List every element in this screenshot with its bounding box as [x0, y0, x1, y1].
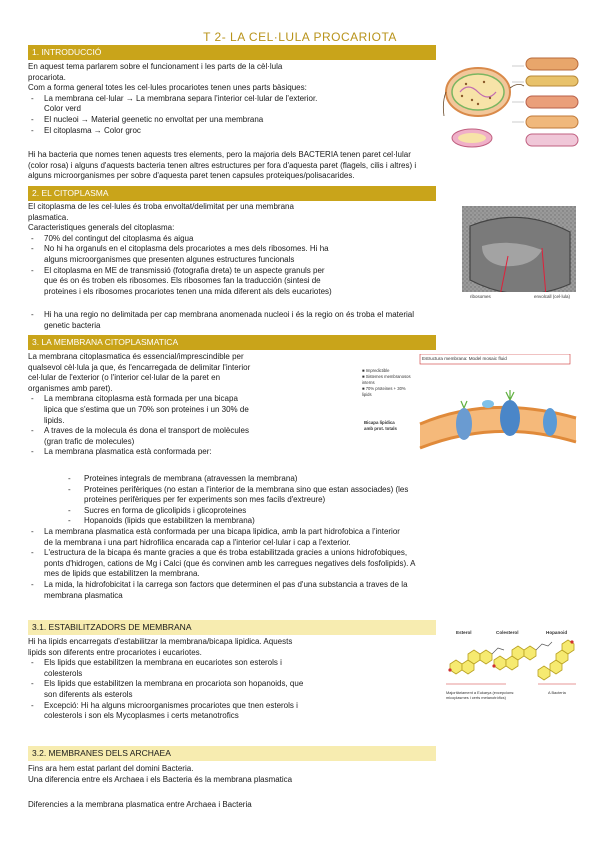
text-line: cel·lular de l'exterior (o l'interior cel·lular de la paret en [28, 373, 221, 383]
text-line: - 70% del contingut del citoplasma és aigua [28, 234, 458, 245]
text-line: - Proteines perifèriques (no estan a l'interior de la membrana sino que estan associades) (les [28, 485, 576, 496]
text-line: - La membrana cel·lular → La membrana separa l'interior cel·lular de l'exterior. [28, 94, 436, 105]
text-line: Hi ha bacteria que nomes tenen aquests tres elements, pero la majoria dels BACTERIA tenen paret cel·lular [28, 150, 411, 159]
text-line: son diferents als esterols [44, 689, 133, 699]
bacterial-cell-figure [442, 52, 582, 156]
fig-note: ■ Sistemes membranosos [362, 374, 411, 379]
fig-label-envolcall: envolcall (cel·lula) [534, 294, 571, 299]
text-line: - Hi ha una regio no delimitada per cap membrana anomenada nucleoi i és la regio on és troba el material [28, 310, 576, 321]
text-line: (color rosa) i alguns d'aquests bacteria tenen altres estructures per fora d'aquesta paret (flagels, cilis i altres) i [28, 160, 417, 170]
text-line: En aquest tema parlarem sobre el funcionament i les parts de la cèl·lula [28, 62, 283, 71]
text-line: - Hopanoids (lipids que estabilitzen la membrana) [28, 516, 576, 527]
text-line: - No hi ha organuls en el citoplasma dels procariotes a mes dels ribosomes. Hi ha [28, 244, 458, 255]
text-line: organismes amb paret). [28, 383, 113, 393]
text-line: alguns microorganismes que presenten algunes estructures funcionals [44, 254, 295, 264]
text-line: - La membrana plasmatica està conformada per: [28, 447, 358, 458]
fig-note: ■ 70% proteines + 30% [362, 386, 406, 391]
text-line: La membrana citoplasmatica és essencial/imprescindible per [28, 352, 244, 361]
text-line: - El nucleoi → Material geenetic no envoltat per una membrana [28, 115, 436, 126]
text-line: lipids son diferents entre procariotes i eucariotes. [28, 647, 202, 657]
text-line: proteines perifèriques per fer experiments son mes facils d'extreure) [84, 495, 326, 505]
text-line: que és on és troben els ribosomes. Els ribosomes fan la traducción (sintesi de [44, 276, 321, 286]
document-title: T 2- LA CEL·LULA PROCARIOTA [203, 30, 397, 44]
text-line: Caracteristiques generals del citoplasma: [28, 223, 175, 233]
text-line: plasmatica. [28, 212, 69, 222]
text-line: - A traves de la molecula és dona el transport de molècules [28, 426, 358, 437]
text-line: de la membrana i una part hidrofilica encarada cap a l'interior cel·lular i cap a l'exterior. [44, 537, 351, 547]
text-line: (gran trafic de molecules) [44, 436, 135, 446]
section-heading-introduccio: 1. INTRODUCCIÓ [28, 45, 436, 60]
text-line: Com a forma general totes les cel·lules procariotes tenen unes parts bàsiques: [28, 83, 307, 93]
citoplasma-text [28, 202, 458, 297]
bicapa-label: Bicapa lipidica [364, 420, 395, 425]
fig-label-colesterol: Colesterol [496, 630, 519, 635]
section-heading-archaea: 3.2. MEMBRANES DELS ARCHAEA [28, 746, 436, 761]
archaea-diferencies: Diferencies a la membrana plasmatica entre Archaea i Bacteria [28, 800, 252, 809]
text-line: Hi ha lipids encarregats d'estabilitzar la membrana/bicapa lipidica. Aquests [28, 637, 293, 646]
text-line: - La membrana plasmatica està conformada per una bicapa lipidica, amb la part hidrofobica a l'interior [28, 527, 576, 538]
text-line: colesterols [44, 668, 83, 678]
text-line: - Excepció: Hi ha alguns microorganismes procariotes que tnen esterols i [28, 701, 442, 712]
intro-text [28, 62, 436, 136]
text-line: - Sucres en forma de glicolipids i glicoproteines [28, 506, 576, 517]
fluid-mosaic-notes [362, 368, 411, 398]
section-heading-citoplasma: 2. EL CITOPLASMA [28, 186, 436, 201]
tem-micrograph-figure [462, 206, 576, 304]
text-line: ponts d'hidrogen, cations de Mg i Calci (que és convinen amb les carregues negatives dels fosfolipids). A [44, 558, 416, 568]
fig-caption-eukarya-2: micoplasmes i certs metanotròfics) [446, 695, 506, 700]
estabilitzadors-text [28, 637, 442, 722]
text-line: - L'estructura de la bicapa és mante gracies a que és troba estabilitzada gracies a unions hidrofobiques, [28, 548, 576, 559]
fluid-mosaic-header: Estructura membrana: Model mosaic fluid [422, 356, 507, 361]
text-line: proteines i els ribosomes procariotes tenen una mida diferent als dels eucariotes) [44, 286, 332, 296]
archaea-line-1: Fins ara hem estat parlant del domini Bacteria. [28, 764, 194, 773]
text-line: - La membrana citoplasma està formada per una bicapa [28, 394, 358, 405]
archaea-text [28, 764, 576, 785]
fig-note: ■ Impredictible [362, 368, 390, 373]
archaea-line-2: Una diferencia entre els Archaea i els Bacteria és la membrana plasmatica [28, 774, 293, 784]
citoplasma-text-full [28, 310, 576, 331]
text-line: procariota. [28, 72, 66, 82]
text-line: El citoplasma de les cel·lules és troba envoltat/delimitat per una membrana [28, 202, 294, 211]
fig-caption-bacteria: A Bacteria [548, 690, 566, 695]
fig-note: interns [362, 380, 375, 385]
text-line: genetic bacteria [44, 320, 101, 330]
fig-note: lipids [362, 392, 372, 397]
fig-label-ribosomes: ribosomes [470, 294, 491, 299]
text-line: lipids. [44, 415, 65, 425]
text-line: - La mida, la hidrofobicitat i la carrega son factors que determinen el pas d'una substancia a traves de la [28, 580, 576, 591]
fig-label-hopanoid: Hopanoid [546, 630, 568, 635]
text-line: - Els lipids que estabilitzen la membrana en eucariotes son esterols i [28, 658, 442, 669]
fig-caption-eukarya: Majoritàriament a Eukarya (excepcions: [446, 690, 515, 695]
bicapa-label-2: amb prot. totals [364, 426, 397, 431]
membrana-text [28, 352, 358, 458]
fig-label-esterol: Esterol [456, 630, 472, 635]
sterol-hopanoid-figure [446, 630, 576, 688]
membrana-text-full [28, 474, 576, 601]
text-line: qualsevol cèl·lula ja que, és l'encarregada de delimitar l'interior [28, 362, 251, 372]
text-line: - Proteines integrals de membrana (atravessen la membrana) [28, 474, 576, 485]
text-line: - Els lipids que estabilitzen la membrana en procariota son hopanoids, que [28, 679, 442, 690]
section-heading-membrana: 3. LA MEMBRANA CITOPLASMATICA [28, 335, 436, 350]
text-line: - El citoplasma → Color groc [28, 126, 436, 137]
text-line: Color verd [44, 104, 81, 114]
text-line: membrana plasmatica [44, 590, 123, 600]
section-heading-estabilitzadors: 3.1. ESTABILITZADORS DE MEMBRANA [28, 620, 436, 635]
text-line: mes de lipids que estabilitzen la membrana. [44, 569, 200, 579]
text-line: - El citoplasma en ME de transmissió (fotografia dreta) te un aspecte granuls per [28, 266, 458, 277]
text-line: alguns microorganismes per sobre d'aquesta paret tenen capsules proteiques/polisacarides. [28, 171, 355, 181]
text-line: lipica que s'estima que un 70% son proteines i un 30% de [44, 404, 249, 414]
text-line: colesterols i son els Mycoplasmes i certs metanotrofics [44, 711, 239, 721]
